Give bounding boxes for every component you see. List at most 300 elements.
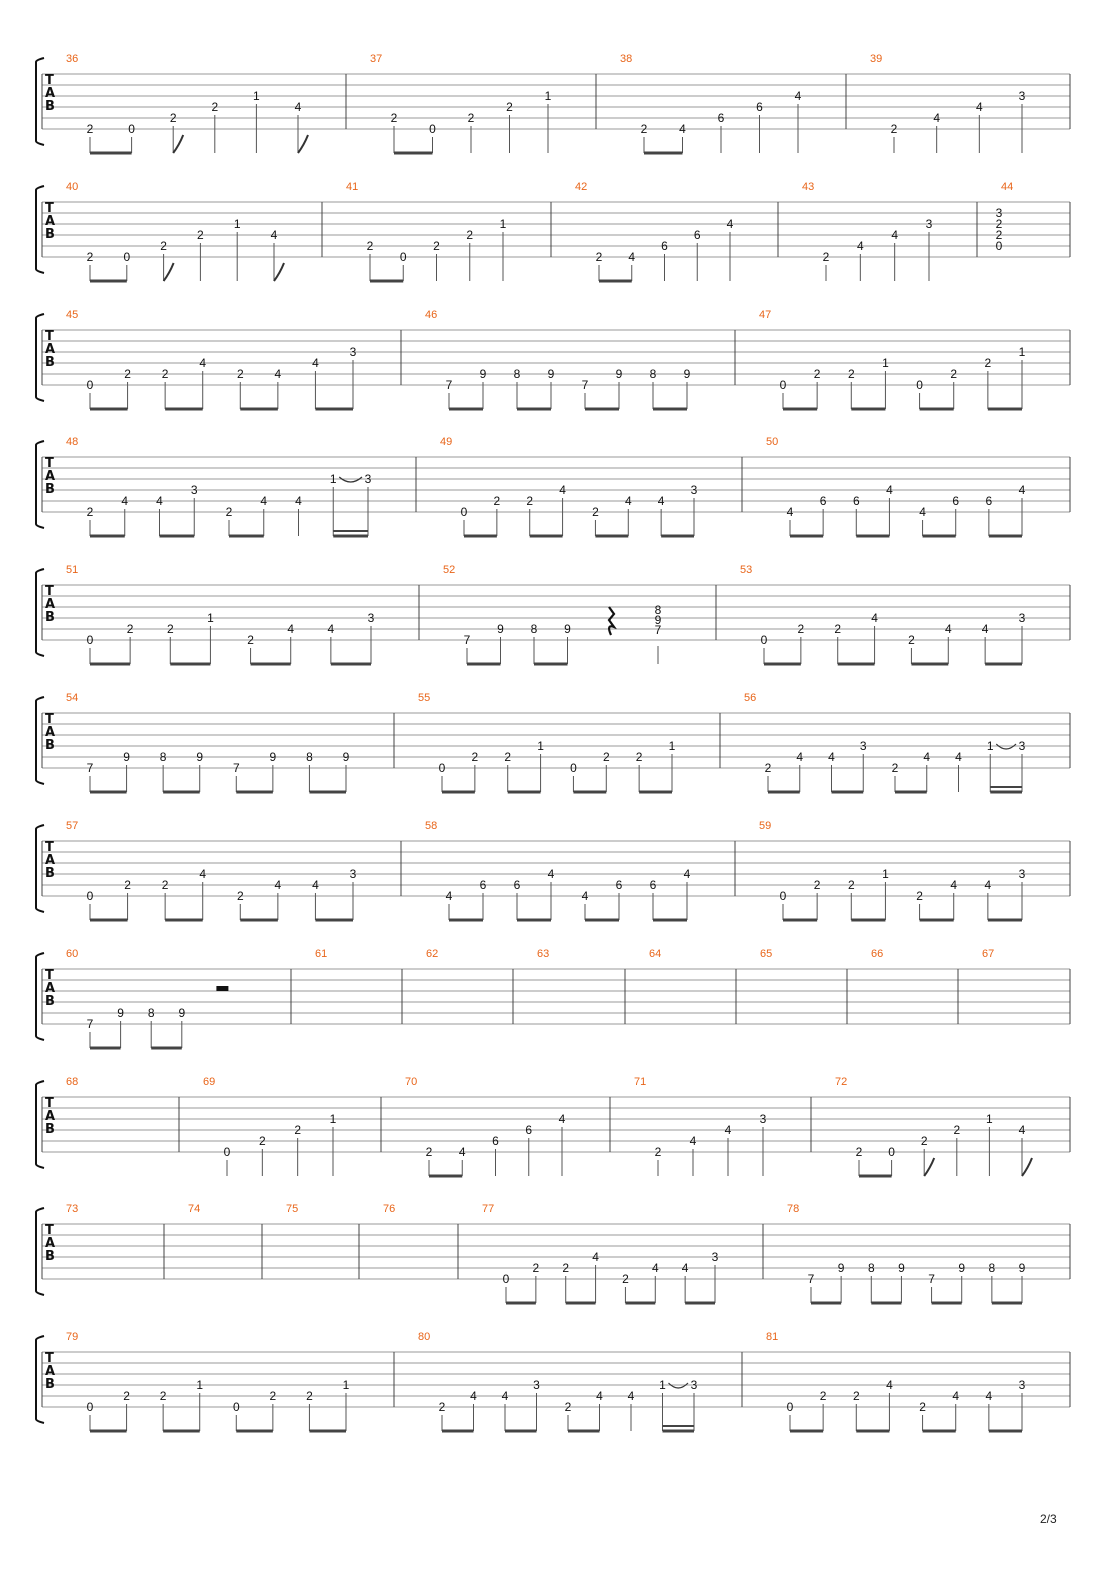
fret-number: 2	[161, 878, 169, 892]
fret-number: 8	[867, 1261, 875, 1275]
measure-64	[649, 948, 661, 960]
measure-number: 54	[66, 692, 79, 704]
measure-number: 68	[66, 1076, 79, 1088]
measure-number: 64	[649, 948, 662, 960]
quarter-rest	[609, 607, 614, 635]
fret-number: 3	[533, 1378, 540, 1392]
fret-number: 6	[615, 878, 623, 892]
fret-number: 9	[958, 1261, 966, 1275]
fret-number: 4	[689, 1134, 697, 1148]
measure-58	[425, 820, 691, 920]
fret-number: 7	[445, 378, 453, 392]
measure-number: 48	[66, 436, 79, 448]
fret-number: 2	[920, 1134, 928, 1148]
system-bracket	[36, 825, 44, 912]
fret-number: 2	[564, 1400, 572, 1414]
fret-number: 2	[953, 1123, 961, 1137]
fret-number: 1	[882, 356, 889, 370]
fret-number: 4	[828, 750, 835, 764]
measure-80	[418, 1331, 698, 1431]
fret-number: 6	[492, 1134, 499, 1148]
fret-number: 3	[1018, 611, 1026, 625]
measure-68	[66, 1076, 78, 1088]
fret-number: 2	[834, 622, 842, 636]
fret-number: 3	[859, 739, 867, 753]
fret-number: 7	[232, 761, 240, 775]
measure-number: 75	[286, 1203, 299, 1215]
tab-clef-letter: B	[45, 99, 55, 114]
measure-number: 47	[759, 309, 772, 321]
fret-number: 0	[438, 761, 446, 775]
fret-number: 6	[852, 494, 860, 508]
measure-39	[870, 53, 1026, 153]
fret-number: 2	[425, 1145, 433, 1159]
fret-number: 4	[327, 622, 335, 636]
tab-clef-letter: B	[45, 738, 55, 753]
fret-number: 7	[654, 623, 662, 637]
fret-number: 4	[458, 1145, 466, 1159]
fret-number: 2	[504, 750, 512, 764]
fret-number: 4	[985, 1389, 993, 1403]
fret-number: 2	[306, 1389, 313, 1403]
fret-number: 4	[891, 228, 899, 242]
fret-number: 9	[196, 750, 204, 764]
fret-number: 6	[819, 494, 827, 508]
measure-number: 79	[66, 1331, 79, 1343]
fret-number: 4	[260, 494, 268, 508]
fret-number: 4	[933, 111, 941, 125]
measure-44	[996, 181, 1014, 253]
fret-number: 6	[693, 228, 701, 242]
note-flag	[173, 135, 183, 153]
fret-number: 0	[786, 1400, 794, 1414]
measure-number: 52	[443, 564, 456, 576]
note-flag	[924, 1158, 934, 1176]
tab-clef-letter: T	[45, 840, 54, 855]
measure-number: 56	[744, 692, 757, 704]
measure-number: 55	[418, 692, 431, 704]
fret-number: 2	[916, 889, 923, 903]
measure-71	[634, 1076, 767, 1176]
fret-number: 2	[86, 505, 94, 519]
tab-clef-letter: A	[45, 469, 56, 484]
fret-number: 4	[312, 356, 319, 370]
fret-number: 2	[797, 622, 805, 636]
fret-number: 4	[1018, 1123, 1026, 1137]
measure-54	[66, 692, 350, 792]
fret-number: 1	[499, 217, 507, 231]
fret-number: 3	[690, 1378, 698, 1392]
measure-46	[425, 309, 691, 409]
measure-number: 46	[425, 309, 438, 321]
system-bracket	[36, 58, 44, 145]
measure-number: 45	[66, 309, 79, 321]
tab-clef-letter: A	[45, 597, 56, 612]
fret-number: 2	[526, 494, 534, 508]
tab-system	[36, 309, 1070, 409]
fret-number: 2	[433, 239, 440, 253]
fret-number: 4	[952, 1389, 960, 1403]
fret-number: 9	[837, 1261, 845, 1275]
fret-number: 0	[995, 239, 1003, 253]
fret-number: 8	[159, 750, 167, 764]
measure-48	[66, 436, 372, 536]
measure-69	[203, 1076, 337, 1176]
fret-number: 4	[559, 483, 566, 497]
fret-number: 2	[258, 1134, 266, 1148]
fret-number: 1	[1018, 345, 1026, 359]
fret-number: 1	[659, 1378, 666, 1392]
fret-number: 3	[367, 611, 375, 625]
fret-number: 4	[274, 367, 282, 381]
fret-number: 2	[995, 228, 1003, 242]
fret-number: 4	[628, 250, 636, 264]
fret-number: 3	[349, 867, 357, 881]
fret-number: 0	[502, 1272, 510, 1286]
fret-number: 2	[890, 122, 898, 136]
tab-clef-letter: T	[45, 1096, 54, 1111]
tab-system	[36, 692, 1070, 792]
tab-clef-letter: A	[45, 1364, 56, 1379]
fret-number: 2	[493, 494, 501, 508]
measure-63	[537, 948, 549, 960]
fret-number: 4	[274, 878, 282, 892]
tab-clef-letter: B	[45, 866, 55, 881]
measure-number: 37	[370, 53, 383, 65]
fret-number: 4	[199, 356, 207, 370]
fret-number: 4	[312, 878, 319, 892]
fret-number: 4	[1018, 483, 1026, 497]
measure-number: 61	[315, 948, 328, 960]
fret-number: 9	[898, 1261, 905, 1275]
fret-number: 2	[622, 1272, 629, 1286]
system-bracket	[36, 314, 44, 401]
fret-number: 1	[329, 472, 337, 486]
fret-number: 2	[169, 111, 177, 125]
fret-number: 2	[950, 367, 958, 381]
tab-clef-letter: A	[45, 342, 56, 357]
fret-number: 0	[760, 633, 768, 647]
fret-number: 8	[306, 750, 313, 764]
fret-number: 9	[497, 622, 504, 636]
fret-number: 2	[159, 1389, 167, 1403]
measure-66	[871, 948, 883, 960]
fret-number: 3	[711, 1250, 719, 1264]
system-bracket	[36, 569, 44, 656]
measure-number: 81	[766, 1331, 779, 1343]
fret-number: 4	[975, 100, 983, 114]
tab-clef-letter: B	[45, 1249, 55, 1264]
fret-number: 6	[649, 878, 657, 892]
fret-number: 2	[211, 100, 219, 114]
tab-clef-letter: B	[45, 1377, 55, 1392]
tab-clef-letter: T	[45, 456, 54, 471]
fret-number: 9	[654, 613, 662, 627]
fret-number: 4	[592, 1250, 599, 1264]
fret-number: 6	[479, 878, 487, 892]
measure-60	[66, 948, 228, 1048]
fret-number: 3	[1018, 867, 1026, 881]
fret-number: 2	[236, 889, 244, 903]
fret-number: 0	[429, 122, 436, 136]
fret-number: 6	[717, 111, 725, 125]
fret-number: 3	[364, 472, 372, 486]
fret-number: 4	[558, 1112, 566, 1126]
fret-number: 9	[117, 1006, 124, 1020]
fret-number: 4	[295, 494, 302, 508]
fret-number: 2	[855, 1145, 863, 1159]
fret-number: 3	[1018, 89, 1026, 103]
tab-system	[36, 948, 1070, 1048]
fret-number: 9	[269, 750, 277, 764]
fret-number: 6	[661, 239, 668, 253]
fret-number: 2	[602, 750, 610, 764]
measure-number: 76	[383, 1203, 396, 1215]
fret-number: 4	[287, 622, 295, 636]
fret-number: 2	[919, 1400, 926, 1414]
fret-number: 9	[683, 367, 691, 381]
tab-clef-letter: T	[45, 712, 54, 727]
fret-number: 2	[822, 250, 830, 264]
measure-37	[370, 53, 552, 153]
measure-number: 40	[66, 181, 79, 193]
fret-number: 4	[156, 494, 163, 508]
fret-number: 2	[466, 228, 474, 242]
fret-number: 4	[886, 483, 893, 497]
fret-number: 4	[950, 878, 958, 892]
fret-number: 0	[460, 505, 468, 519]
fret-number: 4	[984, 878, 992, 892]
tab-clef-letter: B	[45, 994, 55, 1009]
fret-number: 4	[651, 1261, 659, 1275]
fret-number: 4	[796, 750, 804, 764]
measure-number: 50	[766, 436, 779, 448]
tab-clef-letter: T	[45, 1351, 54, 1366]
fret-number: 1	[253, 89, 260, 103]
system-bracket	[36, 953, 44, 1040]
tab-system	[36, 1331, 1070, 1431]
half-rest	[216, 986, 228, 991]
measure-81	[766, 1331, 1026, 1431]
fret-number: 2	[166, 622, 174, 636]
tab-system	[36, 1076, 1070, 1176]
measure-number: 63	[537, 948, 550, 960]
fret-number: 2	[160, 239, 167, 253]
measure-number: 71	[634, 1076, 647, 1088]
fret-number: 2	[225, 505, 233, 519]
tab-clef-letter: A	[45, 725, 56, 740]
fret-number: 9	[479, 367, 487, 381]
fret-number: 2	[269, 1389, 277, 1403]
tab-clef-letter: B	[45, 482, 55, 497]
tab-clef-letter: B	[45, 1122, 55, 1137]
fret-number: 4	[724, 1123, 732, 1137]
fret-number: 1	[986, 739, 994, 753]
fret-number: 4	[726, 217, 734, 231]
fret-number: 7	[807, 1272, 815, 1286]
system-bracket	[36, 697, 44, 784]
fret-number: 2	[595, 250, 603, 264]
system-bracket	[36, 1081, 44, 1168]
fret-number: 8	[649, 367, 657, 381]
fret-number: 2	[819, 1389, 827, 1403]
fret-number: 9	[123, 750, 130, 764]
fret-number: 6	[525, 1123, 533, 1137]
tab-clef-letter: A	[45, 981, 56, 996]
measure-number: 57	[66, 820, 79, 832]
fret-number: 4	[794, 89, 802, 103]
fret-number: 9	[178, 1006, 186, 1020]
fret-number: 2	[471, 750, 479, 764]
system-bracket	[36, 1336, 44, 1423]
fret-number: 1	[544, 89, 552, 103]
fret-number: 2	[390, 111, 398, 125]
fret-number: 4	[624, 494, 632, 508]
fret-number: 1	[196, 1378, 204, 1392]
measure-59	[759, 820, 1026, 920]
fret-number: 4	[121, 494, 129, 508]
fret-number: 2	[366, 239, 374, 253]
measure-57	[66, 820, 357, 920]
tab-clef-letter: A	[45, 1236, 56, 1251]
fret-number: 3	[1018, 1378, 1026, 1392]
fret-number: 8	[988, 1261, 996, 1275]
fret-number: 3	[190, 483, 198, 497]
fret-number: 4	[919, 505, 926, 519]
fret-number: 4	[786, 505, 794, 519]
tab-system	[36, 820, 1070, 920]
fret-number: 2	[86, 250, 94, 264]
fret-number: 7	[86, 761, 94, 775]
fret-number: 2	[592, 505, 599, 519]
measure-number: 42	[575, 181, 588, 193]
fret-number: 7	[928, 1272, 935, 1286]
tab-clef-letter: A	[45, 1109, 56, 1124]
fret-number: 4	[871, 611, 878, 625]
measure-number: 58	[425, 820, 438, 832]
measure-75	[286, 1203, 298, 1215]
fret-number: 0	[232, 1400, 240, 1414]
fret-number: 0	[86, 1400, 94, 1414]
fret-number: 0	[399, 250, 407, 264]
measure-number: 78	[787, 1203, 800, 1215]
fret-number: 2	[635, 750, 643, 764]
tab-system	[36, 1203, 1070, 1303]
fret-number: 2	[294, 1123, 302, 1137]
measure-number: 77	[482, 1203, 495, 1215]
fret-number: 2	[847, 878, 855, 892]
fret-number: 2	[124, 878, 131, 892]
fret-number: 4	[679, 122, 686, 136]
system-bracket	[36, 186, 44, 273]
note-flag	[1022, 1158, 1032, 1176]
fret-number: 4	[657, 494, 665, 508]
measure-number: 53	[740, 564, 753, 576]
measure-number: 65	[760, 948, 773, 960]
fret-number: 4	[856, 239, 864, 253]
fret-number: 8	[513, 367, 521, 381]
tab-clef-letter: T	[45, 584, 54, 599]
measure-number: 39	[870, 53, 883, 65]
fret-number: 8	[147, 1006, 155, 1020]
fret-number: 4	[445, 889, 453, 903]
tab-clef-letter: B	[45, 227, 55, 242]
fret-number: 4	[886, 1378, 893, 1392]
measure-41	[346, 181, 507, 281]
fret-number: 0	[123, 250, 131, 264]
measure-76	[383, 1203, 395, 1215]
measure-number: 67	[982, 948, 995, 960]
measure-number: 51	[66, 564, 79, 576]
fret-number: 2	[197, 228, 204, 242]
fret-number: 2	[123, 1389, 130, 1403]
fret-number: 4	[199, 867, 207, 881]
tab-clef-letter: T	[45, 968, 54, 983]
fret-number: 0	[779, 378, 787, 392]
measure-49	[440, 436, 698, 536]
fret-number: 2	[506, 100, 513, 114]
measure-77	[482, 1203, 719, 1303]
fret-number: 1	[329, 1112, 337, 1126]
measure-number: 72	[835, 1076, 848, 1088]
measure-number: 80	[418, 1331, 431, 1343]
fret-number: 0	[223, 1145, 231, 1159]
fret-number: 2	[654, 1145, 662, 1159]
fret-number: 9	[1018, 1261, 1026, 1275]
measure-61	[315, 948, 327, 960]
measure-53	[740, 564, 1026, 664]
measure-number: 66	[871, 948, 884, 960]
fret-number: 7	[463, 633, 471, 647]
fret-number: 1	[882, 867, 889, 881]
fret-number: 2	[984, 356, 992, 370]
measure-number: 74	[188, 1203, 201, 1215]
fret-number: 4	[596, 1389, 603, 1403]
fret-number: 6	[756, 100, 763, 114]
fret-number: 2	[764, 761, 772, 775]
system-bracket	[36, 1208, 44, 1295]
fret-number: 2	[161, 367, 169, 381]
measure-72	[835, 1076, 1032, 1176]
measure-47	[759, 309, 1026, 409]
page-number: 2/3	[1040, 1512, 1057, 1526]
fret-number: 1	[537, 739, 544, 753]
measure-56	[744, 692, 1026, 792]
fret-number: 2	[640, 122, 648, 136]
measure-number: 59	[759, 820, 772, 832]
fret-number: 2	[908, 633, 915, 647]
measure-74	[188, 1203, 200, 1215]
fret-number: 2	[467, 111, 475, 125]
fret-number: 9	[547, 367, 555, 381]
fret-number: 0	[779, 889, 787, 903]
measure-number: 70	[405, 1076, 418, 1088]
fret-number: 3	[995, 206, 1003, 220]
fret-number: 3	[349, 345, 357, 359]
fret-number: 0	[916, 378, 923, 392]
measure-73	[66, 1203, 78, 1215]
measure-51	[66, 564, 375, 664]
system-bracket	[36, 441, 44, 528]
fret-number: 2	[126, 622, 134, 636]
measure-number: 44	[1001, 181, 1014, 193]
measure-number: 41	[346, 181, 359, 193]
measure-62	[426, 948, 438, 960]
measure-number: 62	[426, 948, 439, 960]
measure-78	[787, 1203, 1026, 1303]
fret-number: 2	[247, 633, 254, 647]
fret-number: 2	[438, 1400, 446, 1414]
